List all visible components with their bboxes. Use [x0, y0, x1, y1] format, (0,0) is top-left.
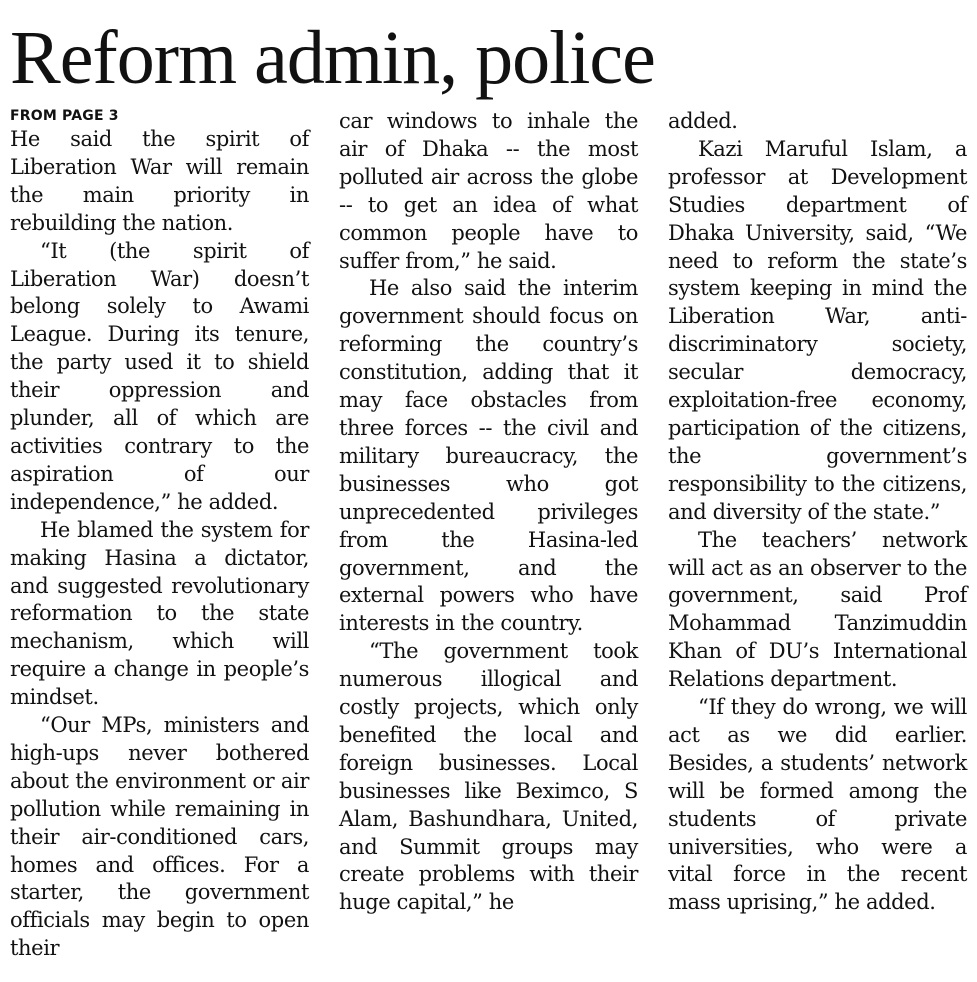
paragraph: He blamed the system for making Hasina a dictator, and suggested revolutionary reformation to the state mechanism, which will require a change in people’s mindset. — [10, 517, 309, 710]
paragraph: “Our MPs, ministers and high-ups never bothered about the environment or air pollution while remaining in their air-conditioned cars, homes and offices. For a starter, the government officials may begin to open their — [10, 713, 309, 961]
article-headline: Reform admin, police — [10, 16, 655, 100]
paragraph: Kazi Maruful Islam, a professor at Development Studies department of Dhaka University, said, “We need to reform the state’s system keeping in mind the Liberation War, anti-discriminatory society, secular democracy, exploitation-free economy, participation of the citizens, the government’s responsibility to the citizens, and diversity of the state.” — [668, 136, 967, 524]
paragraph: car windows to inhale the air of Dhaka -- the most polluted air across the globe -- to get an idea of what common people have to suffer from,” he said. — [339, 109, 638, 273]
paragraph: “If they do wrong, we will act as we did earlier. Besides, a students’ network will be formed among the students of private universities, who were a vital force in the recent mass uprising,” he added. — [668, 695, 967, 915]
continuation-kicker: FROM PAGE 3 — [10, 108, 119, 124]
paragraph: He said the spirit of Liberation War will remain the main priority in rebuilding the nation. — [10, 127, 309, 235]
paragraph: The teachers’ network will act as an observer to the government, said Prof Mohammad Tanzimuddin Khan of DU’s International Relations department. — [668, 527, 967, 692]
paragraph: added. — [668, 109, 738, 133]
article-column-1 — [10, 106, 309, 963]
paragraph: He also said the interim government should focus on reforming the country’s constitution, adding that it may face obstacles from three forces -- the civil and military bureaucracy, the businesses who got unprecedented privileges from the Hasina-led government, and the external powers who have interests in the country. — [339, 276, 638, 636]
article-column-2 — [339, 108, 638, 917]
article-column-3 — [668, 108, 967, 917]
paragraph: “It (the spirit of Liberation War) doesn’t belong solely to Awami League. During its tenure, the party used it to shield their oppression and plunder, all of which are activities contrary to the aspiration of our independence,” he added. — [10, 238, 309, 514]
paragraph: “The government took numerous illogical and costly projects, which only benefited the local and foreign businesses. Local businesses like Beximco, S Alam, Bashundhara, United, and Summit groups may create problems with their huge capital,” he — [339, 639, 638, 915]
